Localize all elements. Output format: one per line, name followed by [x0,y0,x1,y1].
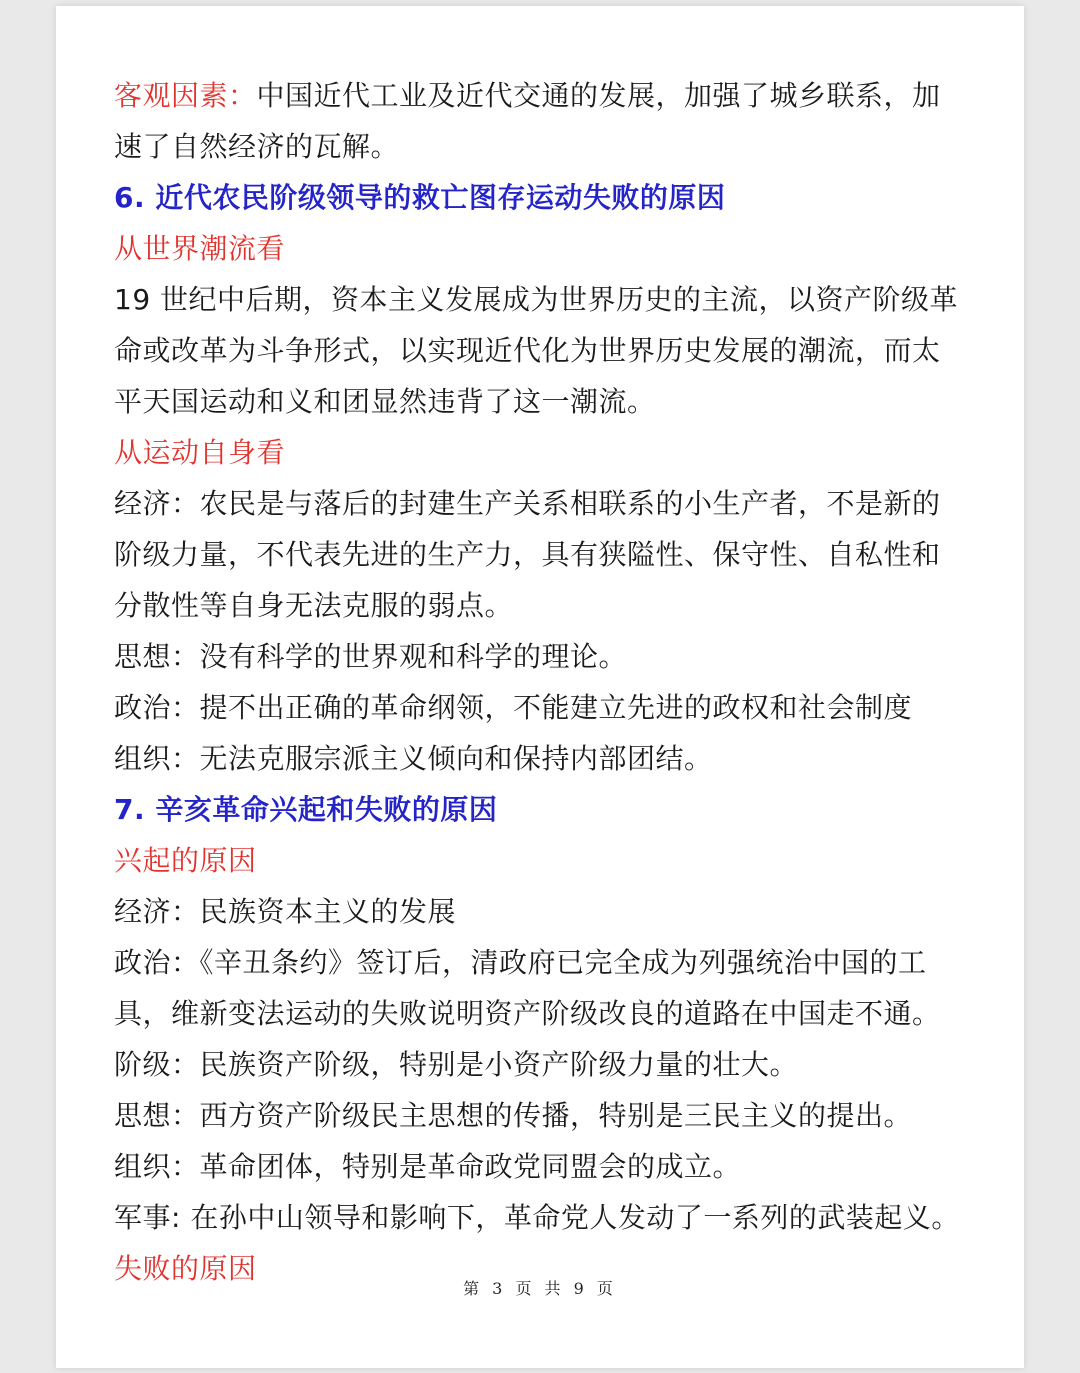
paragraph-line: 经济：民族资本主义的发展 [114,895,457,928]
subheading-rise-causes: 兴起的原因 [114,844,257,877]
paragraph-line: 军事: 在孙中山领导和影响下，革命党人发动了一系列的武装起义。 [114,1201,960,1234]
paragraph-line: 分散性等自身无法克服的弱点。 [114,589,514,622]
paragraph-line: 具，维新变法运动的失败说明资产阶级改良的道路在中国走不通。 [114,997,941,1030]
document-page [56,6,1024,1368]
subheading-world-trend: 从世界潮流看 [114,232,286,265]
paragraph-line: 组织：无法克服宗派主义倾向和保持内部团结。 [114,742,713,775]
paragraph-line: 速了自然经济的瓦解。 [114,130,400,163]
objective-factors-text: 中国近代工业及近代交通的发展，加强了城乡联系，加 [256,79,941,112]
paragraph-line: 命或改革为斗争形式，以实现近代化为世界历史发展的潮流，而太 [114,334,941,367]
paragraph-line: 组织：革命团体，特别是革命政党同盟会的成立。 [114,1150,742,1183]
paragraph-line: 平天国运动和义和团显然违背了这一潮流。 [114,385,656,418]
paragraph-line: 阶级：民族资产阶级，特别是小资产阶级力量的壮大。 [114,1048,799,1081]
subheading-failure-causes: 失败的原因 [114,1252,257,1285]
subheading-movement-itself: 从运动自身看 [114,436,286,469]
page-content [114,70,974,1294]
objective-factors-label: 客观因素： [114,79,257,112]
paragraph-line: 思想：没有科学的世界观和科学的理论。 [114,640,628,673]
section-heading-6: 6. 近代农民阶级领导的救亡图存运动失败的原因 [114,181,726,214]
paragraph-line: 经济：农民是与落后的封建生产关系相联系的小生产者，不是新的 [114,487,941,520]
paragraph-line: 政治：《辛丑条约》签订后，清政府已完全成为列强统治中国的工 [114,946,927,979]
paragraph-objective-factors [114,70,974,121]
paragraph-line: 阶级力量，不代表先进的生产力，具有狭隘性、保守性、自私性和 [114,538,941,571]
paragraph-line: 政治：提不出正确的革命纲领，不能建立先进的政权和社会制度 [114,691,913,724]
page-number-footer: 第 3 页 共 9 页 [463,1279,617,1298]
section-heading-7: 7. 辛亥革命兴起和失败的原因 [114,793,498,826]
paragraph-line: 19 世纪中后期，资本主义发展成为世界历史的主流，以资产阶级革 [114,283,959,316]
paragraph-line: 思想：西方资产阶级民主思想的传播，特别是三民主义的提出。 [114,1099,913,1132]
